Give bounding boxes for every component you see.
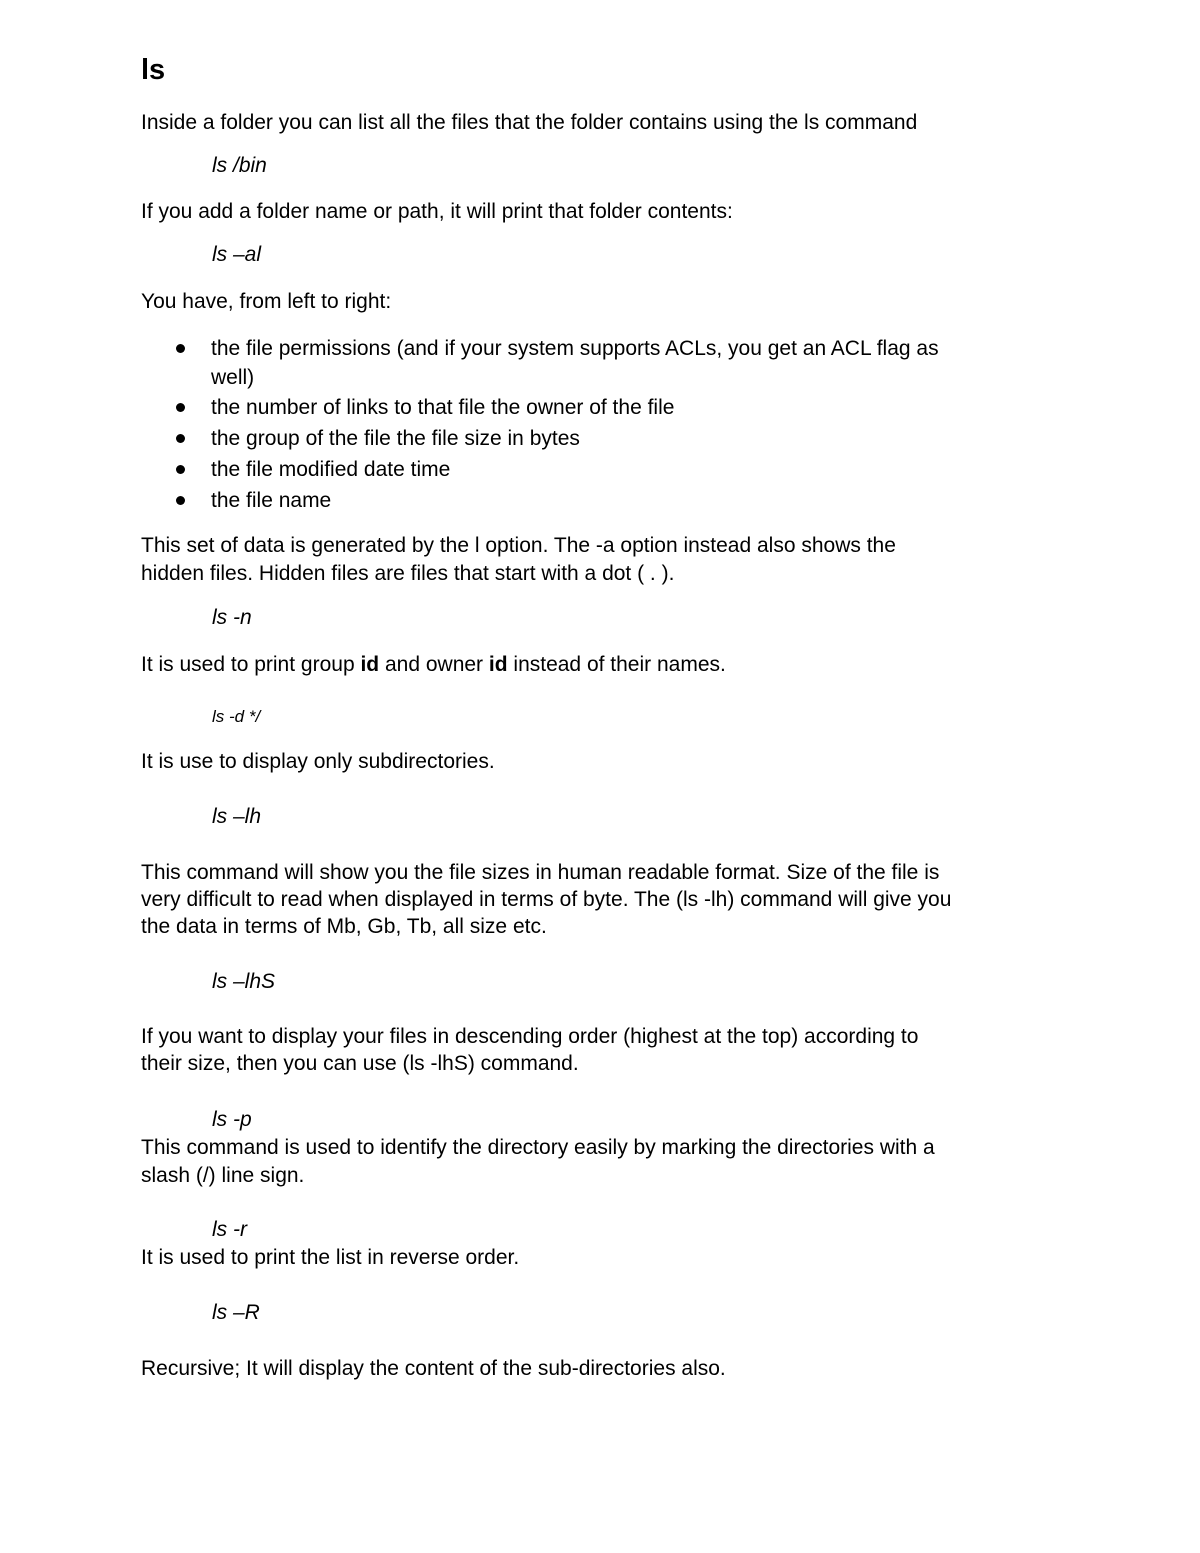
ls-R-paragraph: Recursive; It will display the content of the sub-directories also. [141, 1357, 726, 1380]
list-item: the number of links to that file the owner of the file [211, 396, 675, 419]
ls-lh-paragraph-line: the data in terms of Mb, Gb, Tb, all size etc. [141, 915, 547, 938]
intro-paragraph: Inside a folder you can list all the files that the folder contains using the ls command [141, 111, 918, 134]
bullet-dot [176, 465, 185, 474]
command-ls-p: ls -p [212, 1108, 252, 1131]
command-ls-lhS: ls –lhS [212, 970, 276, 993]
text-segment: instead of their names. [507, 653, 726, 676]
bold-id: id [360, 653, 380, 676]
text-segment: It is used to print group [141, 653, 361, 676]
list-item-continuation: well) [211, 366, 255, 389]
command-ls-d: ls -d */ [212, 707, 261, 726]
ls-lh-paragraph-line: This command will show you the file sizes in human readable format. Size of the file is [141, 861, 940, 884]
command-ls-bin: ls /bin [212, 154, 267, 177]
ls-lhS-paragraph-line: If you want to display your files in descending order (highest at the top) according to [141, 1025, 919, 1048]
bold-id: id [488, 653, 508, 676]
folder-paragraph: If you add a folder name or path, it will print that folder contents: [141, 200, 733, 223]
ls-p-paragraph-line: This command is used to identify the directory easily by marking the directories with a [141, 1136, 935, 1159]
bullet-dot [176, 403, 185, 412]
ls-lh-paragraph-line: very difficult to read when displayed in terms of byte. The (ls -lh) command will give you [141, 888, 952, 911]
list-item: the file modified date time [211, 458, 451, 481]
bullet-dot [176, 496, 185, 505]
command-ls-al: ls –al [212, 243, 262, 266]
list-item: the file name [211, 489, 332, 512]
dataset-paragraph-line: This set of data is generated by the l option. The -a option instead also shows the [141, 534, 896, 557]
page-title: ls [141, 54, 166, 86]
command-ls-R: ls –R [212, 1301, 260, 1324]
ls-d-paragraph: It is use to display only subdirectories. [141, 750, 495, 773]
bullet-dot [176, 434, 185, 443]
ls-p-paragraph-line: slash (/) line sign. [141, 1164, 305, 1187]
list-item: the file permissions (and if your system supports ACLs, you get an ACL flag as [211, 337, 939, 360]
ls-n-paragraph [141, 651, 726, 678]
ls-r-paragraph: It is used to print the list in reverse order. [141, 1246, 520, 1269]
bullet-dot [176, 344, 185, 353]
command-ls-lh: ls –lh [212, 805, 262, 828]
ls-lhS-paragraph-line: their size, then you can use (ls -lhS) command. [141, 1052, 579, 1075]
text-segment: and owner [379, 653, 489, 676]
dataset-paragraph-line: hidden files. Hidden files are files that start with a dot ( . ). [141, 562, 675, 585]
command-ls-r: ls -r [212, 1218, 247, 1241]
left-to-right-paragraph: You have, from left to right: [141, 290, 392, 313]
command-ls-n: ls -n [212, 606, 252, 629]
list-item: the group of the file the file size in bytes [211, 427, 580, 450]
